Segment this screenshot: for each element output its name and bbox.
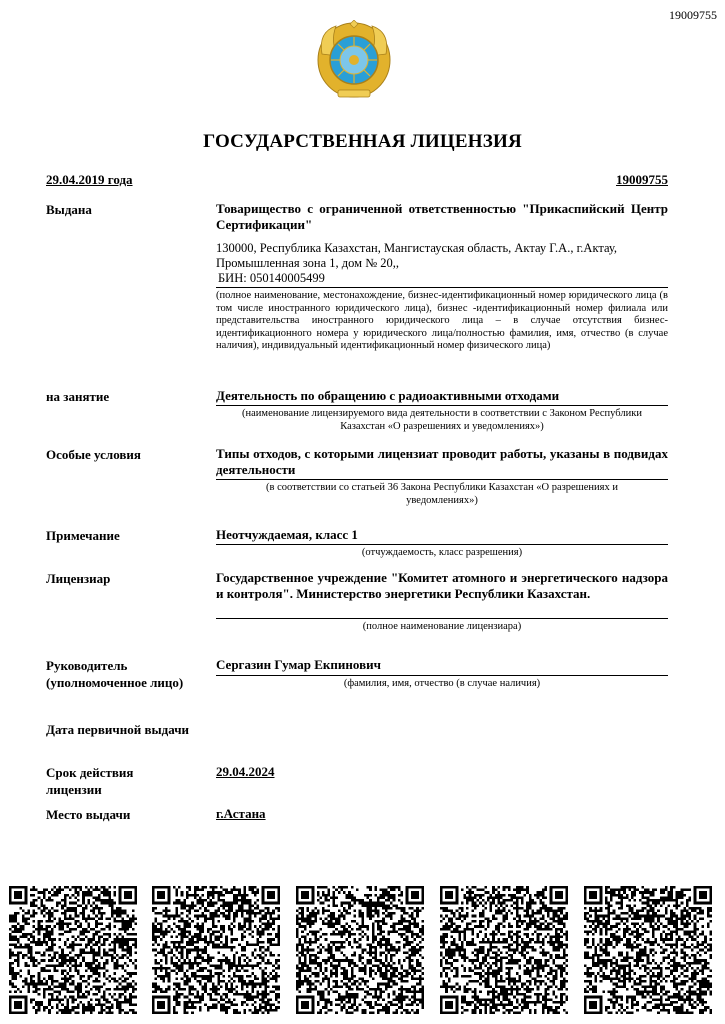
qr-code (152, 886, 280, 1014)
licensor-label: Лицензиар (46, 571, 111, 586)
remark-value: Неотчуждаемая, класс 1 (216, 527, 358, 542)
validity-label-sub: лицензии (46, 782, 102, 797)
issue-date: 29.04.2019 года (46, 172, 133, 187)
validity-label: Срок действия (46, 765, 134, 780)
divider (216, 405, 668, 406)
activity-label: на занятие (46, 389, 110, 404)
divider (216, 287, 668, 288)
conditions-value: Типы отходов, с которыми лицензиат проводит работы, указаны в подвидах деятельности (216, 446, 668, 477)
head-note: (фамилия, имя, отчество (в случае наличия) (343, 678, 541, 689)
licensor-note: (полное наименование лицензиара) (362, 621, 522, 632)
licensee-name: Товарищество с ограниченной ответственностью "Прикаспийский Центр Сертификации" (216, 201, 668, 232)
issued-label: Выдана (46, 202, 92, 217)
qr-code (584, 886, 712, 1014)
license-number: 19009755 (616, 172, 668, 187)
document-number-corner: 19009755 (669, 8, 717, 22)
remark-note: (отчуждаемость, класс разрешения) (361, 547, 523, 558)
licensee-field-note: (полное наименование, местонахождение, бизнес-идентификационный номер юридического лица (в том числе иностранного юридического лица), бизнес -идентификационный номер филиала или представительства иностранного юридического лица – в случае отсутствия бизнес-идентификационного номера у юридического лица/полностью фамилия, имя, отчество (в случае наличия), индивидуальный идентификационный номер физического лица) (216, 290, 668, 351)
licensee-address-line2: Промышленная зона 1, дом № 20,, (216, 256, 399, 270)
licensee-address-line1: 130000, Республика Казахстан, Мангистауская область, Актау Г.А., г.Актау, (216, 241, 618, 255)
licensee-bin: БИН: 050140005499 (218, 271, 325, 285)
state-emblem-icon (316, 20, 392, 100)
divider (216, 479, 668, 480)
licensor-value: Государственное учреждение "Комитет атомного и энергетического надзора и контроля". Министерство энергетики Республики Казахстан. (216, 570, 668, 601)
remark-label: Примечание (46, 528, 120, 543)
validity-value: 29.04.2024 (216, 764, 275, 779)
conditions-label: Особые условия (46, 447, 141, 462)
divider (216, 618, 668, 619)
qr-code (296, 886, 424, 1014)
document-title: ГОСУДАРСТВЕННАЯ ЛИЦЕНЗИЯ (203, 131, 522, 152)
place-value: г.Астана (216, 806, 266, 821)
conditions-note: (в соответствии со статьей 36 Закона Республики Казахстан «О разрешениях и уведомлениях») (266, 482, 618, 506)
head-value: Сергазин Гумар Екпинович (216, 657, 381, 672)
divider (216, 675, 668, 676)
qr-code (9, 886, 137, 1014)
head-label: Руководитель (46, 658, 128, 673)
activity-value: Деятельность по обращению с радиоактивными отходами (216, 388, 560, 403)
qr-code (440, 886, 568, 1014)
activity-note: (наименование лицензируемого вида деятельности в соответствии с Законом Республики Казахстан «О разрешениях и уведомлениях») (242, 408, 642, 432)
first-issue-label: Дата первичной выдачи (46, 722, 190, 737)
place-label: Место выдачи (46, 807, 131, 822)
head-label-sub: (уполномоченное лицо) (46, 675, 184, 690)
divider (216, 544, 668, 545)
